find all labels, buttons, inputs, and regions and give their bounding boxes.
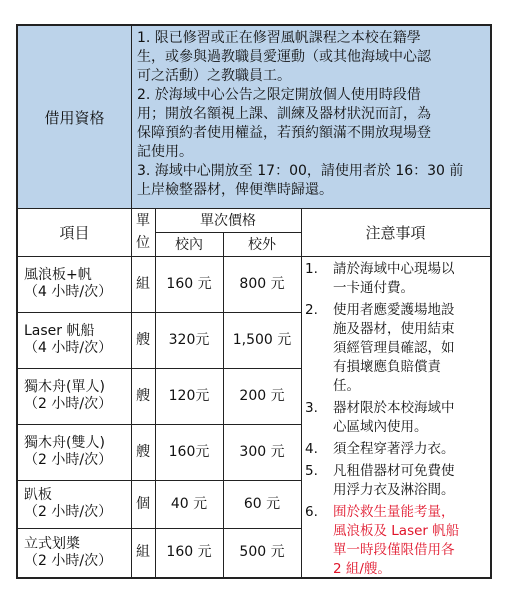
table-row-inside: 40 元 xyxy=(170,495,208,512)
note-item: 2. 使用者應愛護場地設 施及器材，使用結束 須經管理員確認，如 有損壞應負賠償責 任。 xyxy=(305,302,455,394)
table-row-inside: 160 元 xyxy=(166,544,212,560)
eligibility-label: 借用資格 xyxy=(18,26,131,208)
eligibility-line: 1. 限已修習或正在修習風帆課程之本校在籍學 xyxy=(137,30,421,46)
header-inside: 校內 xyxy=(175,237,203,253)
note-item: 3. 器材限於本校海域中 心區域內使用。 xyxy=(305,400,455,435)
table-row-item: 趴板 （2 小時/次） xyxy=(24,487,113,520)
divider xyxy=(18,424,301,425)
table-row-unit: 組 xyxy=(136,275,150,292)
table-row-unit: 個 xyxy=(136,495,150,512)
eligibility-line: 2. 於海域中心公告之限定開放個人使用時段借 xyxy=(137,87,421,103)
divider xyxy=(18,528,301,529)
eligibility-line: 3. 海域中心開放至 17：00，請使用者於 16：30 前 xyxy=(137,163,464,179)
table-row-outside: 800 元 xyxy=(239,275,285,292)
table-row-item: 獨木舟(雙人) （2 小時/次） xyxy=(24,435,113,468)
eligibility-line: 保障預約者使用權益，若預約額滿不開放現場登 xyxy=(137,125,431,141)
divider xyxy=(18,312,301,313)
note-item: 5. 凡租借器材可免費使 用浮力衣及淋浴間。 xyxy=(305,463,455,498)
divider xyxy=(18,368,301,369)
table-row-outside: 200 元 xyxy=(239,387,285,404)
table-row-inside: 160元 xyxy=(168,443,210,460)
table-row-item: 立式划槳 （2 小時/次） xyxy=(24,535,113,569)
divider xyxy=(18,480,301,481)
table-row-unit: 艘 xyxy=(136,387,150,404)
divider xyxy=(155,208,156,577)
divider xyxy=(223,232,224,577)
table-row-inside: 120元 xyxy=(168,387,210,404)
header-notes: 注意事項 xyxy=(365,223,426,242)
divider xyxy=(301,208,302,577)
table-row-item: Laser 帆船 （4 小時/次） xyxy=(24,323,113,356)
header-outside: 校外 xyxy=(248,237,276,253)
table-row-inside: 320元 xyxy=(168,331,210,348)
rental-rules-table xyxy=(16,24,492,579)
table-row-outside: 500 元 xyxy=(239,544,285,560)
table-row-unit: 艘 xyxy=(136,443,150,460)
table-row-outside: 60 元 xyxy=(243,495,281,512)
divider xyxy=(155,232,301,233)
eligibility-line: 記使用。 xyxy=(137,144,193,160)
eligibility-line: 上岸檢整器材，俾便準時歸還。 xyxy=(137,182,333,198)
eligibility-line: 用；開放名額視上課、訓練及器材狀況而訂，為 xyxy=(137,106,431,122)
table-row-outside: 300 元 xyxy=(239,443,285,460)
table-row-item: 風浪板+帆 （4 小時/次） xyxy=(24,267,113,300)
divider xyxy=(18,256,490,257)
header-item: 項目 xyxy=(59,223,90,242)
notes-list xyxy=(301,260,485,582)
table-row-outside: 1,500 元 xyxy=(232,331,292,348)
eligibility-line: 可之活動）之教職員工。 xyxy=(137,68,291,84)
eligibility-text xyxy=(131,26,490,208)
note-item-highlight: 6. 囿於救生量能考量， 風浪板及 Laser 帆船 單一時段僅限借用各 2 組/艘。 xyxy=(305,504,460,577)
divider xyxy=(18,208,490,209)
header-unit: 單 位 xyxy=(136,213,150,251)
header-price: 單次價格 xyxy=(200,213,256,229)
divider xyxy=(131,26,132,577)
note-item: 4. 須全程穿著浮力衣。 xyxy=(305,441,455,457)
note-item: 1. 請於海域中心現場以 一卡通付費。 xyxy=(305,261,455,296)
eligibility-line: 生，或參與過教職員愛運動（或其他海域中心認 xyxy=(137,49,431,65)
table-row-inside: 160 元 xyxy=(166,275,212,292)
table-row-item: 獨木舟(單人) （2 小時/次） xyxy=(24,379,113,412)
table-row-unit: 艘 xyxy=(136,331,150,348)
table-row-unit: 組 xyxy=(136,544,150,560)
